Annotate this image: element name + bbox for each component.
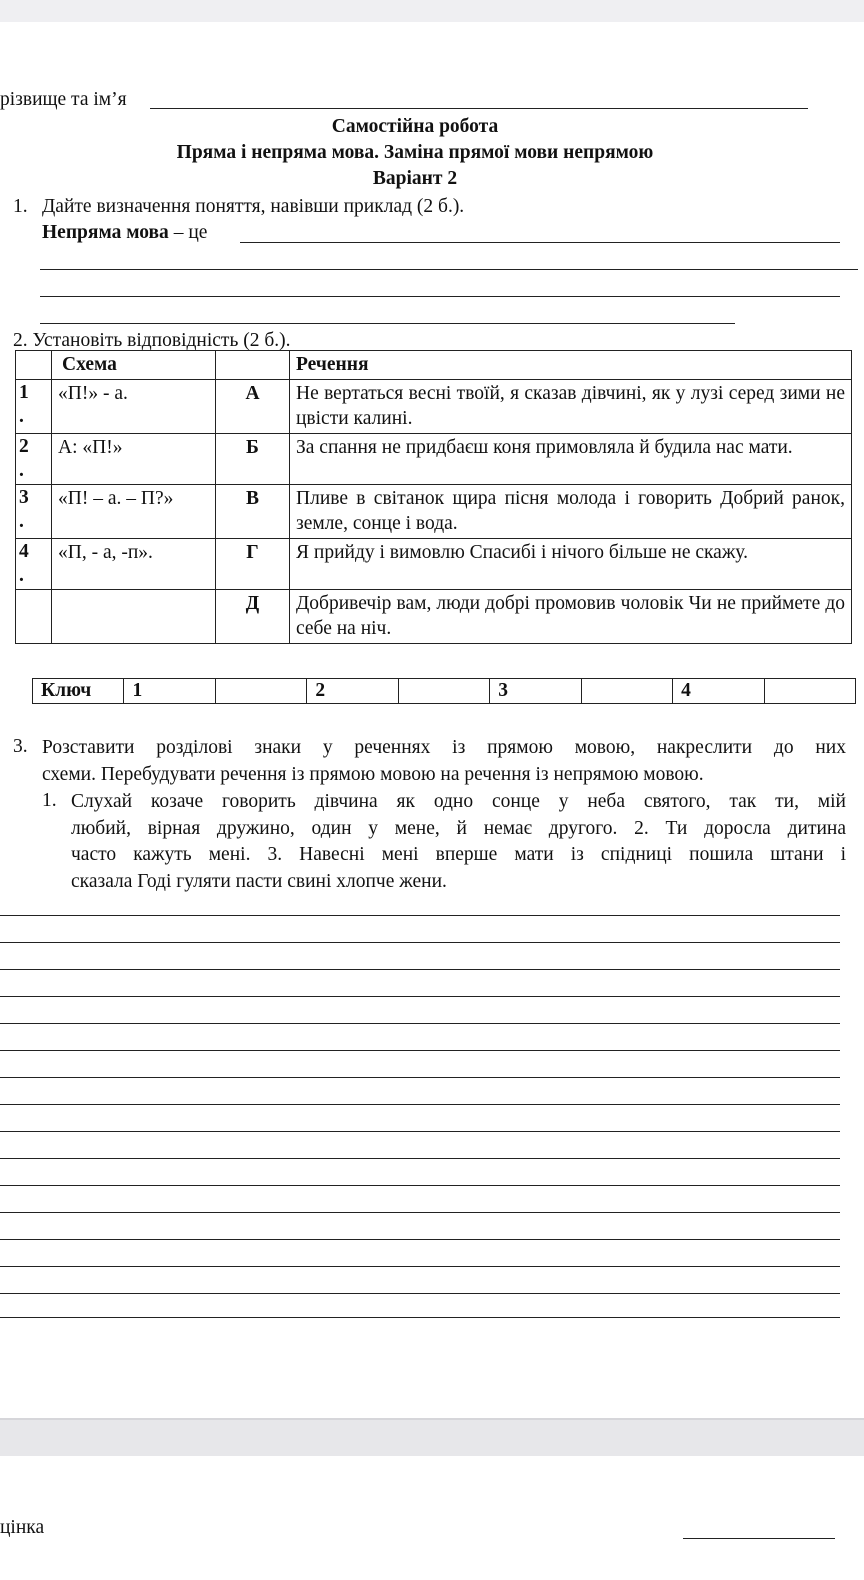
row-scheme: «П! – а. – П?» — [52, 485, 216, 539]
task3-sub-number: 1. — [42, 790, 57, 811]
row-letter: Г — [216, 539, 290, 590]
task3-prompt — [42, 735, 846, 788]
worksheet-title: Самостійна робота — [331, 116, 499, 137]
key-answer-cell[interactable] — [764, 679, 856, 704]
row-sentence: Не вертаться весні твоїй, я сказав дівчині, як у лузі серед зими не цвісти калині. — [290, 380, 852, 434]
grade-label: цінка — [0, 1517, 45, 1538]
row-number: 1 . — [16, 380, 52, 434]
row-sentence: Пливе в світанок щира пісня молода і говорить Добрий ранок, земле, сонце і вода. — [290, 485, 852, 539]
task3-text-line: сказала Годі гуляти пасти свині хлопче жени. — [71, 870, 447, 892]
answer-line — [0, 1212, 840, 1213]
table-row — [16, 434, 852, 485]
task3-number: 3. — [13, 736, 28, 757]
row-number: 4 . — [16, 539, 52, 590]
answer-line — [0, 1077, 840, 1078]
answer-key-table — [32, 678, 856, 704]
key-answer-cell[interactable] — [215, 679, 306, 704]
header-empty-cell — [16, 351, 52, 380]
row-letter: Д — [216, 590, 290, 644]
row-number: 3 . — [16, 485, 52, 539]
task2-prompt: 2. Установіть відповідність (2 б.). — [13, 330, 291, 351]
top-gray-band — [0, 0, 864, 22]
table-row — [16, 590, 852, 644]
row-scheme: «П!» - а. — [52, 380, 216, 434]
header-scheme: Схема — [52, 351, 216, 380]
row-number — [16, 590, 52, 644]
task1-answer-line-1 — [240, 242, 840, 243]
answer-line — [0, 969, 840, 970]
key-number: 1 — [124, 679, 215, 704]
answer-line — [0, 1158, 840, 1159]
header-sentence: Речення — [290, 351, 852, 380]
worksheet-variant: Варіант 2 — [372, 168, 458, 189]
answer-line — [0, 1185, 840, 1186]
page-gap-band — [0, 1418, 864, 1456]
task3-prompt-line: Розставити розділові знаки у реченнях із прямою мовою, накреслити до них — [42, 737, 846, 758]
answer-line — [0, 1131, 840, 1132]
table-row — [16, 380, 852, 434]
answer-line — [0, 1317, 840, 1318]
row-letter: Б — [216, 434, 290, 485]
key-number: 4 — [673, 679, 764, 704]
key-answer-cell[interactable] — [398, 679, 489, 704]
key-number: 2 — [307, 679, 398, 704]
name-fill-line — [150, 108, 808, 109]
answer-line — [0, 915, 840, 916]
matching-table-header — [16, 351, 852, 380]
task1-answer-line-3 — [40, 296, 840, 297]
task1-answer-line-4 — [40, 323, 735, 324]
header-empty-cell — [216, 351, 290, 380]
answer-line — [0, 1023, 840, 1024]
row-number: 2 . — [16, 434, 52, 485]
task1-definition — [42, 221, 207, 244]
task1-term: Непряма мова — [42, 222, 169, 243]
answer-line — [0, 1239, 840, 1240]
answer-line — [0, 942, 840, 943]
task3-text-line: Слухай козаче говорить дівчина як одно сонце у неба святого, так ти, мій — [71, 791, 846, 812]
row-sentence: Я прийду і вимовлю Спасибі і нічого більше не скажу. — [290, 539, 852, 590]
grade-fill-line — [683, 1538, 835, 1539]
key-number: 3 — [490, 679, 581, 704]
row-scheme: А: «П!» — [52, 434, 216, 485]
row-letter: А — [216, 380, 290, 434]
answer-line — [0, 1293, 840, 1294]
row-letter: В — [216, 485, 290, 539]
task3-text-line: любий, вірная дружино, один у мене, й немає другого. 2. Ти доросла дитина — [71, 817, 846, 839]
task1-term-suffix: – це — [168, 222, 208, 243]
name-label: різвище та ім’я — [0, 89, 127, 110]
key-label: Ключ — [33, 679, 124, 704]
key-answer-cell[interactable] — [581, 679, 672, 704]
worksheet-subtitle: Пряма і непряма мова. Заміна прямої мови непрямою — [176, 142, 654, 163]
row-sentence: За спання не придбаєш коня примовляла й будила нас мати. — [290, 434, 852, 485]
row-sentence: Добривечір вам, люди добрі промовив чоловік Чи не приймете до себе на ніч. — [290, 590, 852, 644]
row-scheme — [52, 590, 216, 644]
answer-line — [0, 1104, 840, 1105]
answer-line — [0, 1266, 840, 1267]
answer-line — [0, 1050, 840, 1051]
task3-text — [71, 789, 846, 895]
task1-number: 1. — [13, 196, 28, 217]
answer-line — [0, 996, 840, 997]
table-row — [16, 539, 852, 590]
task1-prompt: Дайте визначення поняття, навівши приклад (2 б.). — [42, 196, 465, 217]
task3-prompt-line: схеми. Перебудувати речення із прямою мовою на речення із непрямою мовою. — [42, 763, 704, 785]
task3-text-line: часто кажуть мені. 3. Навесні мені вперше мати із спідниці пошила штани і — [71, 844, 846, 865]
table-row — [16, 485, 852, 539]
task1-answer-line-2 — [40, 269, 858, 270]
matching-table — [15, 350, 852, 644]
row-scheme: «П, - а, -п». — [52, 539, 216, 590]
